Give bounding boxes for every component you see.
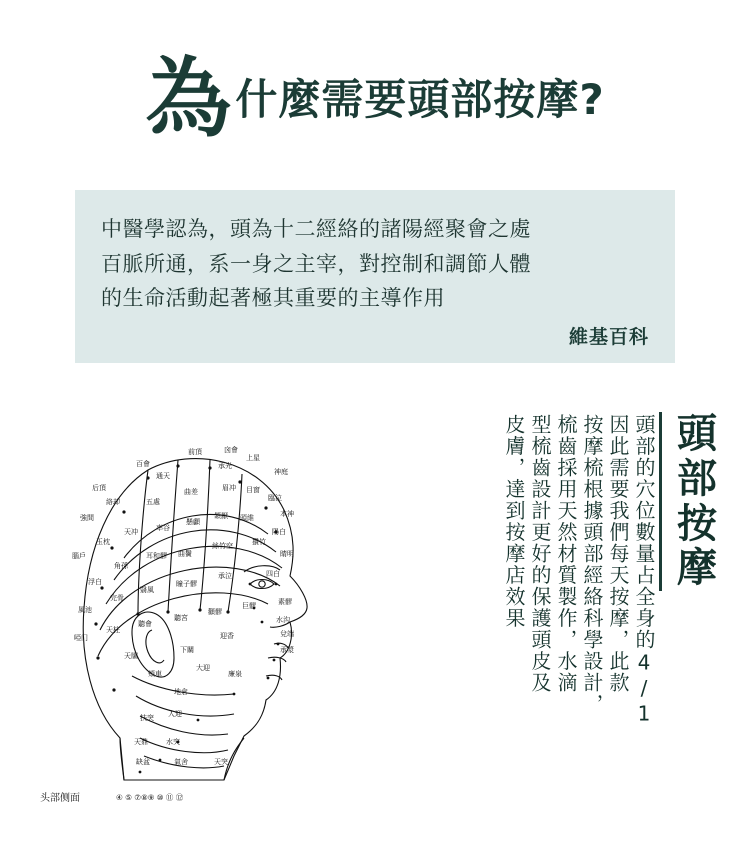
quote-line-2: 百脈所通，系一身之主宰，對控制和調節人體 — [101, 251, 531, 276]
vertical-body-column-2: 因此需要我們每天按摩，此款 — [606, 414, 630, 694]
svg-text:囟會: 囟會 — [224, 446, 238, 454]
svg-text:腦戶: 腦戶 — [72, 552, 86, 560]
svg-text:缺盆: 缺盆 — [136, 758, 150, 766]
svg-text:天冲: 天冲 — [124, 528, 138, 536]
diagram-caption: 头部侧面 — [40, 793, 80, 804]
head-acupoint-diagram — [28, 408, 368, 808]
svg-text:天柱: 天柱 — [106, 626, 120, 634]
svg-text:曲鬢: 曲鬢 — [178, 550, 192, 558]
svg-text:通天: 通天 — [156, 472, 170, 480]
svg-text:前頂: 前頂 — [188, 448, 202, 456]
vertical-title-char-1: 頭 — [677, 411, 717, 457]
svg-text:頰車: 頰車 — [148, 670, 162, 678]
vertical-body-column-1: 頭部的穴位數量占全身的4/1 — [632, 414, 656, 727]
vertical-body-column-6: 皮膚，達到按摩店效果 — [502, 414, 526, 629]
svg-text:聽宮: 聽宮 — [174, 614, 188, 622]
svg-text:承泣: 承泣 — [218, 572, 232, 580]
svg-text:廉泉: 廉泉 — [228, 670, 242, 678]
svg-text:翳風: 翳風 — [140, 586, 154, 594]
vertical-title-char-2: 部 — [677, 455, 717, 502]
svg-text:天突: 天突 — [214, 758, 228, 766]
svg-text:顴髎: 顴髎 — [208, 608, 222, 616]
svg-text:絲竹空: 絲竹空 — [212, 542, 233, 550]
svg-text:神庭: 神庭 — [274, 468, 288, 476]
svg-text:耳和髎: 耳和髎 — [146, 552, 167, 560]
svg-text:水沟: 水沟 — [276, 616, 290, 624]
svg-text:上星: 上星 — [246, 454, 260, 462]
svg-text:迎香: 迎香 — [220, 632, 234, 640]
svg-text:率谷: 率谷 — [156, 524, 170, 532]
svg-text:絡却: 絡却 — [106, 498, 120, 506]
quote-box — [75, 190, 675, 363]
svg-text:人迎: 人迎 — [168, 710, 182, 718]
vertical-body-column-3: 按摩梳根據頭部經絡科學設計， — [580, 414, 604, 715]
svg-text:啞门: 啞门 — [74, 634, 88, 642]
head-diagram-svg — [28, 408, 368, 808]
svg-text:角孫: 角孫 — [114, 562, 128, 570]
lower-section — [0, 400, 750, 820]
svg-text:完骨: 完骨 — [110, 594, 124, 602]
svg-text:天牖: 天牖 — [124, 652, 138, 660]
svg-text:懸顱: 懸顱 — [186, 518, 200, 526]
diagram-footer-marks: ④ ⑤ ⑦⑧⑨ ⑩ ⑪ ⑫ — [116, 793, 184, 802]
page-header — [0, 42, 750, 152]
svg-text:兌端: 兌端 — [280, 630, 294, 638]
svg-text:瞳子髎: 瞳子髎 — [176, 580, 197, 588]
svg-text:承漿: 承漿 — [280, 646, 294, 654]
svg-text:玉枕: 玉枕 — [96, 538, 110, 546]
svg-text:曲差: 曲差 — [184, 488, 198, 496]
svg-text:睛明: 睛明 — [280, 550, 294, 558]
svg-text:地倉: 地倉 — [174, 688, 188, 696]
svg-text:素髎: 素髎 — [278, 598, 292, 606]
svg-text:大迎: 大迎 — [196, 664, 210, 672]
headline-first-char: 為 — [145, 49, 230, 149]
headline-rest: 什麼需要頭部按摩? — [235, 75, 605, 124]
svg-text:四白: 四白 — [266, 570, 280, 578]
svg-text:五處: 五處 — [146, 498, 160, 506]
vertical-title-char-4: 摩 — [677, 545, 717, 592]
vertical-title — [659, 412, 726, 591]
quote-line-1: 中醫學認為，頭為十二經絡的諸陽經聚會之處 — [101, 217, 531, 241]
vertical-body-column-5: 型梳齒設計更好的保護頭皮及 — [528, 414, 552, 694]
svg-text:臨泣: 臨泣 — [268, 494, 282, 502]
svg-text:陽白: 陽白 — [272, 528, 286, 536]
svg-text:巨髎: 巨髎 — [242, 602, 256, 610]
svg-text:聽會: 聽會 — [138, 620, 152, 628]
svg-text:浮白: 浮白 — [88, 578, 102, 586]
svg-text:百會: 百會 — [136, 460, 150, 468]
svg-text:攢竹: 攢竹 — [252, 538, 266, 546]
svg-text:風池: 風池 — [78, 606, 92, 614]
headline — [0, 42, 750, 149]
svg-text:天鼎: 天鼎 — [134, 738, 148, 746]
svg-text:氣舍: 氣舍 — [174, 758, 188, 766]
svg-text:承光: 承光 — [218, 462, 232, 470]
svg-text:本神: 本神 — [280, 510, 294, 518]
svg-text:水突: 水突 — [166, 738, 180, 746]
quote-line-3: 的生命活動起著極其重要的主導作用 — [101, 286, 445, 311]
svg-text:后頂: 后頂 — [92, 484, 106, 492]
vertical-body-column-4: 梳齒採用天然材質製作，水滴 — [554, 414, 578, 694]
svg-text:頷厭: 頷厭 — [214, 512, 228, 520]
svg-text:下關: 下關 — [180, 646, 194, 654]
svg-text:強間: 強間 — [80, 514, 94, 522]
vertical-title-char-3: 按 — [677, 500, 717, 547]
svg-text:眉冲: 眉冲 — [222, 484, 236, 492]
svg-text:扶突: 扶突 — [140, 714, 154, 722]
quote-source: 維基百科 — [568, 325, 649, 348]
svg-text:頭維: 頭維 — [240, 514, 254, 522]
vertical-body — [498, 414, 654, 744]
svg-text:目窗: 目窗 — [246, 486, 260, 494]
